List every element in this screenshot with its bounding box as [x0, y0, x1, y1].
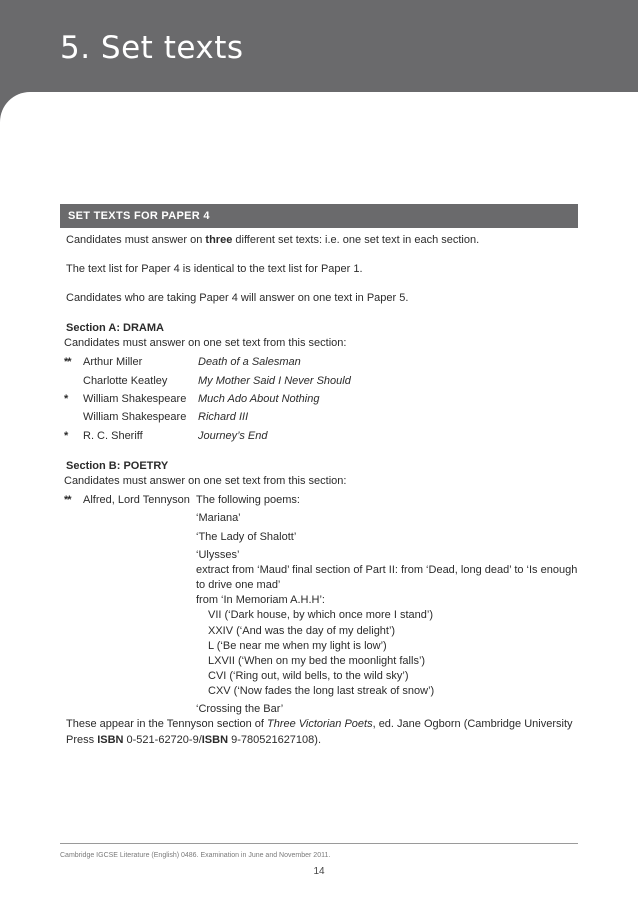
poetry-heading: Section B: POETRY [66, 460, 169, 472]
intro-line-3: Candidates who are taking Paper 4 will answer on one text in Paper 5. [66, 292, 409, 304]
drama-title-4: Journey’s End [198, 430, 268, 442]
drama-title-3: Richard III [198, 411, 249, 423]
poetry-note-post: , ed. Jane Ogborn (Cambridge University [372, 718, 573, 730]
poetry-subline-4: CVI (‘Ring out, wild bells, to the wild sky’) [208, 670, 409, 682]
poetry-line-1: ‘Mariana’ [196, 512, 241, 524]
poetry-line-6: from ‘In Memoriam A.H.H’: [196, 594, 325, 606]
poetry-subline-3: LXVII (‘When on my bed the moonlight falls’) [208, 655, 426, 667]
page-header-band [0, 0, 638, 92]
page-title: 5. Set texts [60, 30, 244, 66]
drama-title-2: Much Ado About Nothing [198, 393, 320, 405]
isbn-value-2: 9-780521627108). [228, 734, 321, 746]
poetry-note2-pre: Press [66, 734, 98, 746]
poetry-instruction: Candidates must answer on one set text from this section: [64, 475, 347, 487]
footer-divider [60, 843, 578, 844]
poetry-note-line-2 [66, 734, 321, 746]
poetry-note-ital: Three Victorian Poets [267, 718, 373, 730]
drama-mark-2: * [64, 393, 68, 405]
poetry-note-line-1 [66, 718, 573, 730]
poetry-line-0: The following poems: [196, 494, 300, 506]
footer-text: Cambridge IGCSE Literature (English) 0486. Examination in June and November 2011. [60, 852, 331, 859]
drama-title-1: My Mother Said I Never Should [198, 375, 351, 387]
poetry-last-line: ‘Crossing the Bar’ [196, 703, 284, 715]
poetry-note-pre: These appear in the Tennyson section of [66, 718, 267, 730]
intro-line-1-pre: Candidates must answer on [66, 234, 206, 246]
poetry-subline-2: L (‘Be near me when my light is low’) [208, 640, 387, 652]
drama-author-3: William Shakespeare [83, 411, 187, 423]
isbn-label-1: ISBN [97, 734, 124, 746]
drama-author-2: William Shakespeare [83, 393, 187, 405]
intro-line-1-bold: three [205, 234, 233, 246]
poetry-line-2: ‘The Lady of Shalott’ [196, 531, 297, 543]
poetry-subline-0: VII (‘Dark house, by which once more I stand’) [208, 609, 433, 621]
poetry-mark: ** [64, 494, 71, 506]
drama-mark-4: * [64, 430, 68, 442]
poetry-line-4: extract from ‘Maud’ final section of Part II: from ‘Dead, long dead’ to ‘Is enough [196, 564, 578, 576]
intro-line-1 [66, 234, 479, 246]
poetry-subline-1: XXIV (‘And was the day of my delight’) [208, 625, 396, 637]
drama-mark-0: ** [64, 356, 71, 368]
section-bar-paper4: SET TEXTS FOR PAPER 4 [60, 204, 578, 228]
drama-author-0: Arthur Miller [83, 356, 143, 368]
poetry-line-5: to drive one mad’ [196, 579, 281, 591]
intro-line-1-post: different set texts: i.e. one set text in each section. [232, 234, 480, 246]
drama-instruction: Candidates must answer on one set text from this section: [64, 337, 347, 349]
poetry-author: Alfred, Lord Tennyson [83, 494, 190, 506]
intro-line-2: The text list for Paper 4 is identical to the text list for Paper 1. [66, 263, 363, 275]
poetry-line-3: ‘Ulysses’ [196, 549, 240, 561]
isbn-value-1: 0-521-62720-9/ [123, 734, 202, 746]
drama-heading: Section A: DRAMA [66, 322, 164, 334]
isbn-label-2: ISBN [201, 734, 229, 746]
page-number: 14 [313, 866, 325, 877]
drama-title-0: Death of a Salesman [198, 356, 301, 368]
drama-author-1: Charlotte Keatley [83, 375, 168, 387]
drama-author-4: R. C. Sheriff [83, 430, 143, 442]
poetry-subline-5: CXV (‘Now fades the long last streak of snow’) [208, 685, 435, 697]
